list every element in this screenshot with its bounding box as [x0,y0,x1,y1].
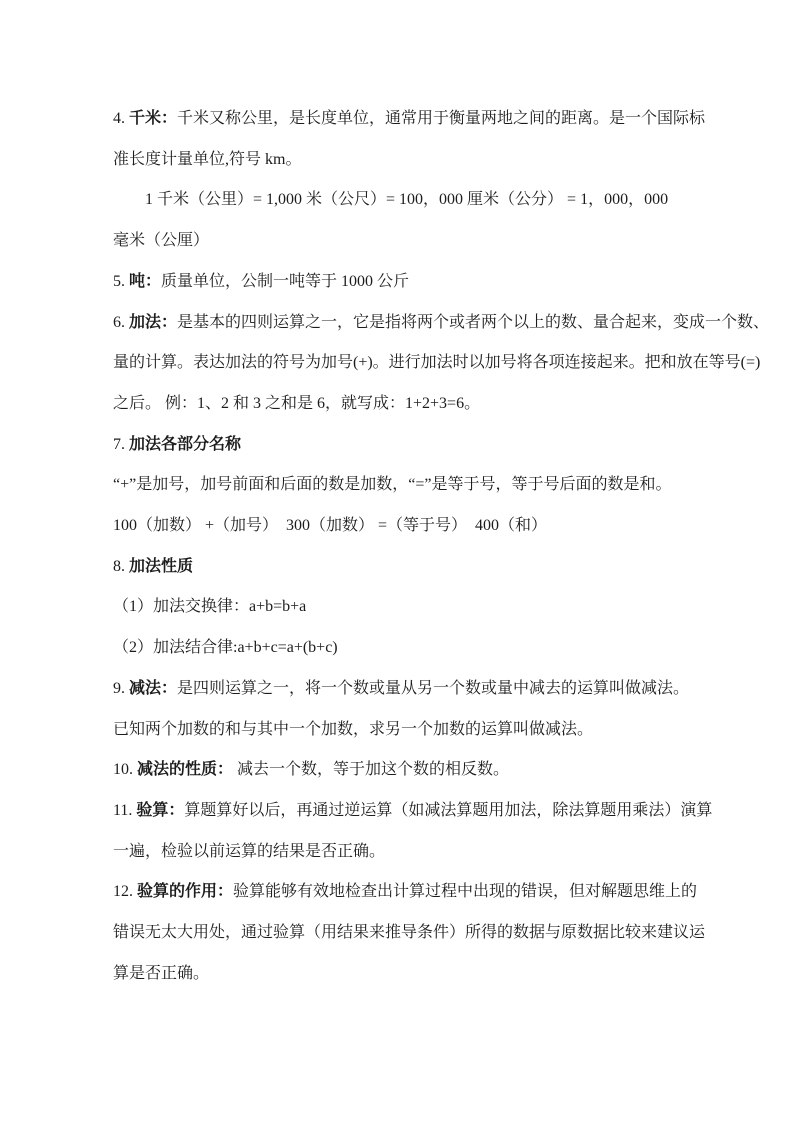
body-text: 是基本的四则运算之一，它是指将两个或者两个以上的数、量合起来，变成一个数、 [177,313,770,331]
item7-heading [113,425,693,466]
item9-subtraction-line2 [113,710,693,751]
body-text: 10. [113,761,137,779]
term-bold-text: 加法性质 [129,557,194,575]
term-bold-text: 加法： [129,313,178,331]
term-bold-text: 加法各部分名称 [129,435,242,453]
body-text: 毫米（公厘） [113,232,210,250]
body-text: 千米又称公里，是长度单位，通常用于衡量两地之间的距离。是一个国际标 [177,110,706,127]
body-text: 4. [113,110,129,127]
item12-verification-role-line2 [113,913,706,954]
body-text: 9. [113,679,129,697]
body-text: 错误无太大用处，通过验算（用结果来推导条件）所得的数据与原数据比较来建议运 [113,924,706,942]
item9-subtraction-line1 [113,669,693,710]
item11-verification-line2 [113,832,693,873]
item7-line1 [113,465,693,506]
body-text: 6. [113,313,129,331]
body-text: 一遍，检验以前运算的结果是否正确。 [113,842,386,860]
body-text: 12. [113,883,137,901]
term-bold-text: 验算的作用： [137,883,234,901]
body-text: 量的计算。表达加法的符号为加号(+)。进行加法时以加号将各项连接起来。把和放在等号(=) [113,354,761,372]
term-bold-text: 减法： [129,679,178,697]
term-bold-text: 吨： [129,272,162,290]
term-bold-text: 减法的性质： [137,761,234,779]
body-text: 已知两个加数的和与其中一个加数，求另一个加数的运算叫做减法。 [113,720,594,738]
km-conversion-line1 [113,180,693,221]
item12-verification-role-line3 [113,954,693,995]
item8-rule1 [113,587,693,628]
body-text: 准长度计量单位,符号 km。 [113,150,302,168]
body-text: “+”是加号，加号前面和后面的数是加数，“=”是等于号，等于号后面的数是和。 [113,476,672,494]
body-text: 1 千米（公里）= 1,000 米（公尺）= 100，000 厘米（公分） = 1，000，000 [145,191,669,209]
body-text: 算是否正确。 [113,964,210,982]
term-bold-text: 验算： [136,801,185,819]
document-body [113,99,770,994]
body-text: 8. [113,557,129,575]
item12-verification-role-line1 [113,872,698,913]
body-text: （1）加法交换律：a+b=b+a [113,598,307,616]
item8-heading [113,547,693,588]
body-text: 减去一个数，等于加这个数的相反数。 [233,761,510,779]
body-text: 11. [113,801,137,819]
item6-addition-line3 [113,384,693,425]
item5-ton [113,262,693,303]
term-bold-text: 千米： [129,110,178,127]
item6-addition-line1 [113,303,770,344]
body-text: 算题算好以后，再通过逆运算（如减法算题用加法，除法算题用乘法）演算 [184,801,713,819]
item4-kilometer-line1 [113,99,706,140]
km-conversion-line2 [113,221,693,262]
item11-verification-line1 [113,791,713,832]
body-text: 5. [113,272,129,290]
body-text: 是四则运算之一，将一个数或量从另一个数或量中减去的运算叫做减法。 [177,679,690,697]
body-text: 7. [113,435,129,453]
body-text: 质量单位，公制一吨等于 1000 公斤 [161,272,410,290]
body-text: 之后。 例：1、2 和 3 之和是 6，就写成：1+2+3=6。 [113,394,481,412]
body-text: 验算能够有效地检查出计算过程中出现的错误，但对解题思维上的 [233,883,698,901]
body-text: （2）加法结合律:a+b+c=a+(b+c) [113,639,338,657]
item4-kilometer-line2 [113,140,693,181]
item6-addition-line2 [113,343,761,384]
body-text: 100（加数） +（加号） 300（加数） =（等于号） 400（和） [113,517,548,535]
item10-subtraction-property [113,750,693,791]
item8-rule2 [113,628,693,669]
item7-line2 [113,506,693,547]
